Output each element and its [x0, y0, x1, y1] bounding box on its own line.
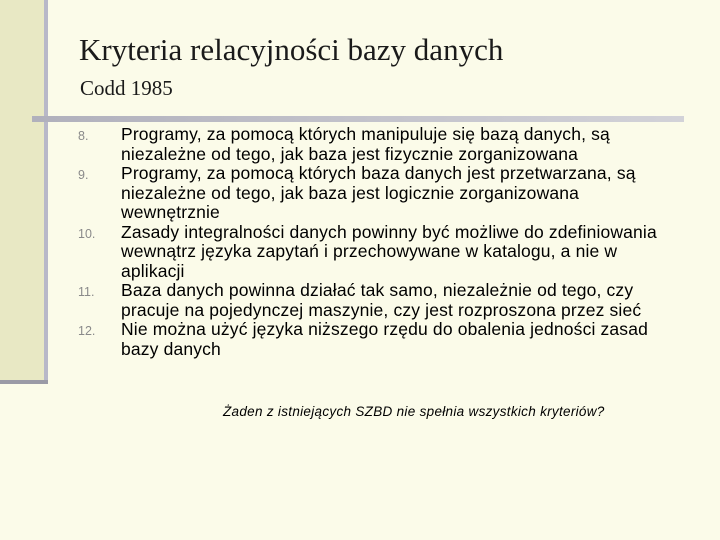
criteria-list	[78, 125, 678, 359]
left-bar-underline	[0, 380, 48, 384]
item-text: Zasady integralności danych powinny być możliwe do zdefiniowania wewnątrz języka zapytań i przechowywane w katalogu, a nie w aplikacji	[121, 221, 657, 281]
criteria-item	[78, 223, 678, 282]
item-text: Programy, za pomocą których baza danych jest przetwarzana, są niezależne od tego, jak baza jest logicznie zorganizowana wewnętrznie	[121, 163, 636, 222]
criteria-item	[78, 164, 678, 223]
criteria-item	[78, 320, 678, 359]
item-number: 8.	[78, 129, 89, 143]
slide-title: Kryteria relacyjności bazy danych	[79, 32, 504, 67]
footnote-question: Żaden z istniejących SZBD nie spełnia wszystkich kryteriów?	[223, 404, 605, 419]
item-text: Programy, za pomocą których manipuluje się bazą danych, są niezależne od tego, jak baza jest fizycznie zorganizowana	[121, 124, 610, 164]
title-divider	[32, 116, 684, 122]
item-number: 9.	[78, 168, 89, 182]
left-decorative-bar	[0, 0, 48, 382]
criteria-item	[78, 281, 678, 320]
item-text: Nie można użyć języka niższego rzędu do obalenia jedności zasad bazy danych	[121, 319, 648, 359]
item-number: 11.	[78, 285, 95, 299]
item-text: Baza danych powinna działać tak samo, niezależnie od tego, czy pracuje na pojedynczej maszynie, czy jest rozproszona przez sieć	[121, 280, 642, 320]
criteria-item	[78, 125, 678, 164]
item-number: 12.	[78, 324, 96, 338]
slide-subtitle: Codd 1985	[80, 76, 173, 100]
item-number: 10.	[78, 226, 96, 241]
